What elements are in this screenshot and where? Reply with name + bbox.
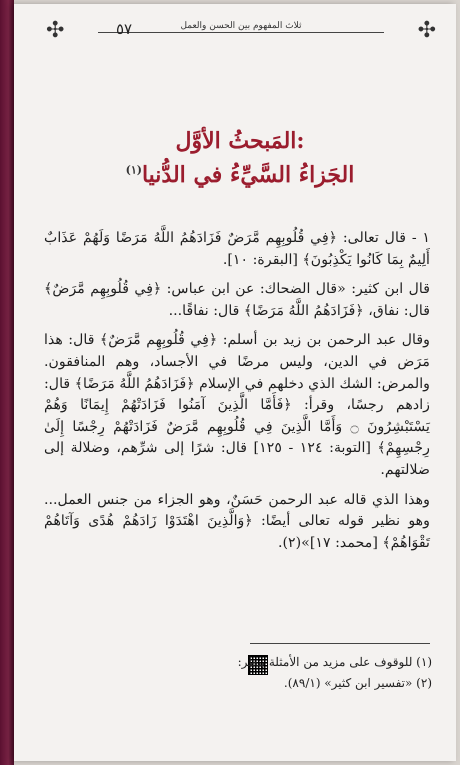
running-title: ثلاث المفهوم بين الحسن والعمل [166, 21, 316, 31]
body-text [44, 228, 430, 562]
page-header [46, 18, 436, 52]
page-number: ٥٧ [116, 20, 133, 38]
section-subheading-text: الجَزاءُ السَّيِّءُ في الدُّنيا [141, 162, 355, 188]
heading-footnote-marker: (١) [125, 163, 142, 177]
footnote-2: (٢) «تفسير ابن كثير» (٨٩/١). [283, 676, 432, 690]
footnote-divider [250, 643, 430, 644]
header-rule [98, 32, 384, 33]
ornament-right-icon: ✣ [417, 18, 436, 43]
paragraph-3: وقال عبد الرحمن بن زيد بن أسلم: ﴿فِي قُلُوبِهِم مَّرَضٌ﴾ قال: هذا مَرَض في الدين، وليس مرضًا في الأجساد، وهم المنافقون. والمرض: الشك الذي دخلهم في الإسلام ﴿فَزَادَهُمُ اللَّهُ مَرَضًا﴾ قال: زادهم رجسًا، وقرأ: ﴿فَأَمَّا الَّذِينَ آمَنُوا فَزَادَتْهُمْ إِيمَانًا وَهُمْ يَسْتَبْشِرُونَ ۝ وَأَمَّا الَّذِينَ فِي قُلُوبِهِم مَّرَضٌ فَزَادَتْهُمْ رِجْسًا إِلَىٰ رِجْسِهِمْ﴾ [التوبة: ١٢٤ - ١٢٥] قال: شرًا إلى شرِّهم، وضلالة إلى ضلالتهم. [44, 332, 431, 478]
footnote-1: (١) للوقوف على مزيد من الأمثلة ينظر: [237, 655, 432, 669]
book-spine [0, 0, 14, 765]
ornament-left-icon: ✣ [46, 18, 65, 43]
section-subheading [40, 162, 440, 188]
paragraph-1: ١ - قال تعالى: ﴿فِي قُلُوبِهِم مَّرَضٌ فَزَادَهُمُ اللَّهُ مَرَضًا وَلَهُمْ عَذَابٌ أَلِيمٌ بِمَا كَانُوا يَكْذِبُونَ﴾ [البقرة: ١٠]. [44, 230, 430, 268]
section-heading: المَبحثُ الأوَّل: [175, 128, 305, 154]
paragraph-4: وهذا الذي قاله عبد الرحمن حَسَنٌ، وهو الجزاء من جنس العمل... وهو نظير قوله تعالى أيضًا: ﴿وَالَّذِينَ اهْتَدَوْا زَادَهُمْ هُدًى وَآتَاهُمْ تَقْوَاهُمْ﴾ [محمد: ١٧]»(٢). [44, 491, 430, 551]
paragraph-2: قال ابن كثير: «قال الضحاك: عن ابن عباس: ﴿فِي قُلُوبِهِم مَّرَضٌ﴾ قال: نفاق، ﴿فَزَادَهُمُ اللَّهُ مَرَضًا﴾ قال: نفاقًا... [44, 281, 430, 319]
